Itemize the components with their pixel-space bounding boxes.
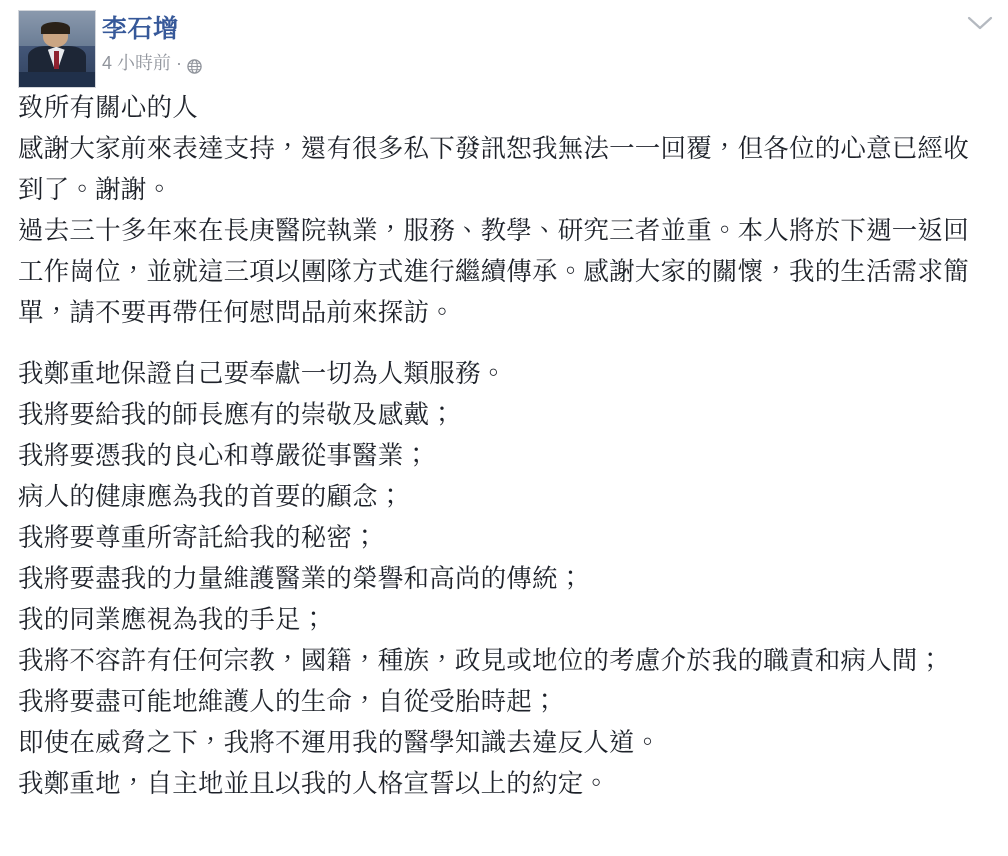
post-line: 我將要盡我的力量維護醫業的榮譽和高尚的傳統； [18, 564, 584, 594]
post-line: 我鄭重地保證自己要奉獻一切為人類服務。 [18, 359, 507, 389]
post-header-text [102, 10, 994, 74]
post-message [0, 84, 1008, 805]
post-options-button[interactable] [960, 6, 1000, 40]
post-line: 我將要尊重所寄託給我的秘密； [18, 523, 378, 553]
avatar-desk [18, 72, 96, 87]
avatar-person-tie [54, 51, 59, 69]
post-line: 我將不容許有任何宗教，國籍，種族，政見或地位的考慮介於我的職責和病人間； [18, 646, 944, 676]
meta-separator: · [176, 53, 183, 73]
chevron-down-icon [967, 15, 993, 31]
post-line: 我將要給我的師長應有的崇敬及感戴； [18, 400, 455, 430]
post-author-name[interactable]: 李石增 [102, 15, 179, 43]
post-timestamp[interactable]: 4 小時前 [102, 53, 172, 73]
post-header [0, 0, 1008, 84]
post-line: 我將要憑我的良心和尊嚴從事醫業； [18, 441, 430, 471]
globe-icon[interactable] [187, 57, 202, 72]
post-line: 我將要盡可能地維護人的生命，自從受胎時起； [18, 687, 558, 717]
post-paragraph-block-2 [18, 354, 990, 805]
avatar[interactable] [18, 10, 96, 88]
avatar-person-hair [41, 22, 70, 34]
post-paragraph-block-1 [18, 88, 990, 334]
post-line: 我的同業應視為我的手足； [18, 605, 327, 635]
post-line: 過去三十多年來在長庚醫院執業，服務、教學、研究三者並重。本人將於下週一返回工作崗位，並就這三項以團隊方式進行繼續傳承。感謝大家的關懷，我的生活需求簡單，請不要再帶任何慰問品前來探訪。 [18, 216, 969, 328]
post-line: 病人的健康應為我的首要的顧念； [18, 482, 404, 512]
post-line: 感謝大家前來表達支持，還有很多私下發訊恕我無法一一回覆，但各位的心意已經收到了。謝謝。 [18, 134, 969, 205]
post-line: 我鄭重地，自主地並且以我的人格宣誓以上的約定。 [18, 769, 610, 799]
post-meta [102, 52, 994, 74]
avatar-photo [19, 11, 95, 87]
post-line: 即使在威脅之下，我將不運用我的醫學知識去違反人道。 [18, 728, 661, 758]
post-line: 致所有關心的人 [18, 93, 198, 123]
